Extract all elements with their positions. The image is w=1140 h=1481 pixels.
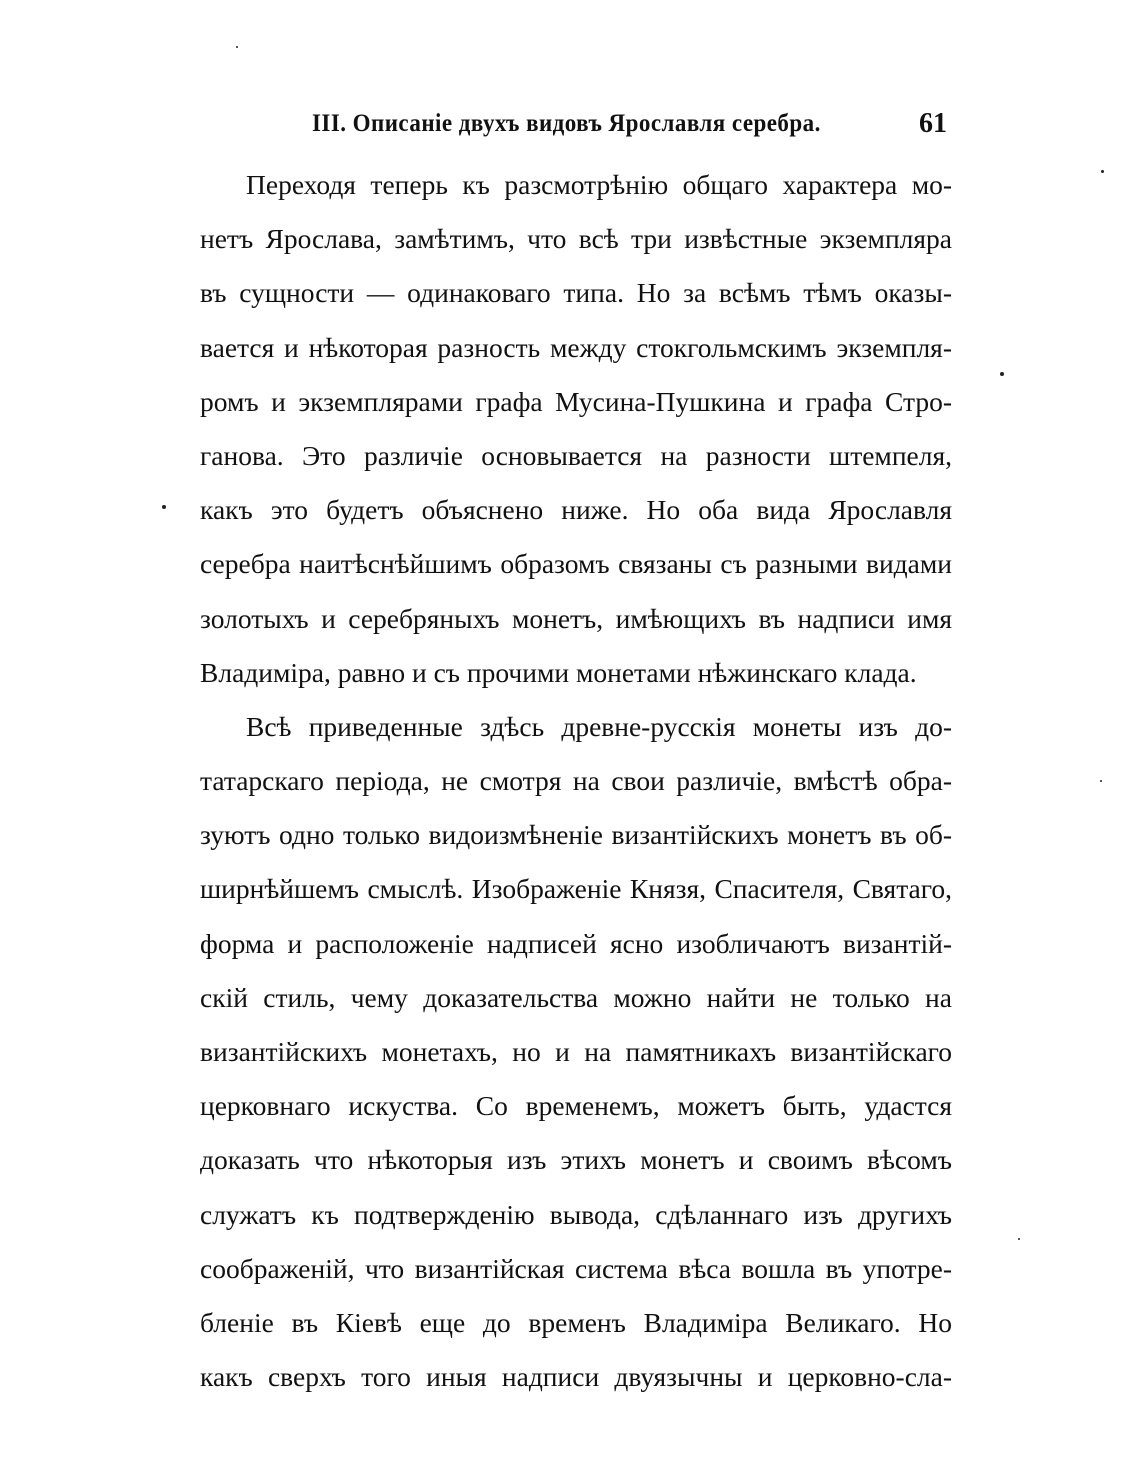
text-line: доказать что нѣкоторыя изъ этихъ монетъ и своимъ вѣсомъ: [200, 1144, 952, 1176]
scan-speck: [1018, 1238, 1020, 1240]
text-line: соображеній, что византійская система вѣса вошла въ употре-: [200, 1252, 952, 1284]
text-line: въ сущности — одинаковаго типа. Но за всѣмъ тѣмъ оказы-: [200, 277, 952, 309]
text-line: византійскихъ монетахъ, но и на памятникахъ византійскаго: [200, 1036, 952, 1067]
text-line: какъ сверхъ того иныя надписи двуязычны и церковно-сла-: [200, 1361, 952, 1393]
text-line: Переходя теперь къ разсмотрѣнію общаго характера мо-: [246, 169, 952, 200]
page-number: 61: [919, 108, 947, 139]
text-line: служатъ къ подтвержденію вывода, сдѣланнаго изъ другихъ: [200, 1198, 952, 1230]
text-line: золотыхъ и серебряныхъ монетъ, имѣющихъ въ надписи имя: [200, 602, 952, 634]
text-line: зуютъ одно только видоизмѣненіе византійскихъ монетъ въ об-: [200, 819, 952, 851]
text-line: церковнаго искуства. Со временемъ, можетъ быть, удастся: [200, 1090, 952, 1122]
text-line: Всѣ приведенные здѣсь древне-русскія монеты изъ до-: [246, 710, 952, 742]
scan-speck: [1101, 170, 1104, 173]
text-line: татарскаго періода, не смотря на свои различіе, вмѣстѣ обра-: [200, 765, 952, 797]
text-line: ширнѣйшемъ смыслѣ. Изображеніе Князя, Спасителя, Святаго,: [200, 873, 952, 905]
scan-speck: [236, 46, 238, 48]
text-line: ромъ и экземплярами графа Мусина-Пушкина и графа Стро-: [200, 385, 952, 417]
scan-speck: [162, 505, 166, 509]
page-header: [312, 106, 947, 142]
paragraph-2: [200, 700, 952, 1404]
text-line: скій стиль, чему доказательства можно найти не только на: [200, 981, 952, 1013]
text-line: серебра наитѣснѣйшимъ образомъ связаны съ разными видами: [200, 548, 952, 580]
text-line: бленіе въ Кіевѣ еще до временъ Владиміра Великаго. Но: [200, 1306, 952, 1338]
text-line: какъ это будетъ объяснено ниже. Но оба вида Ярославля: [200, 494, 952, 526]
body-text: [200, 158, 952, 1404]
text-line: форма и расположеніе надписей ясно изобличаютъ византій-: [200, 927, 952, 959]
text-line: нетъ Ярослава, замѣтимъ, что всѣ три извѣстные экземпляра: [200, 223, 952, 255]
text-line: Владиміра, равно и съ прочими монетами нѣжинскаго клада.: [200, 656, 917, 688]
running-title: III. Описаніе двухъ видовъ Ярославля серебра.: [312, 110, 821, 137]
scan-speck: [1000, 372, 1004, 376]
paragraph-1: [200, 158, 952, 700]
scan-speck: [1100, 780, 1102, 782]
text-line: ганова. Это различіе основывается на разности штемпеля,: [200, 439, 952, 471]
text-line: вается и нѣкоторая разность между стокгольмскимъ экземпля-: [200, 331, 952, 363]
